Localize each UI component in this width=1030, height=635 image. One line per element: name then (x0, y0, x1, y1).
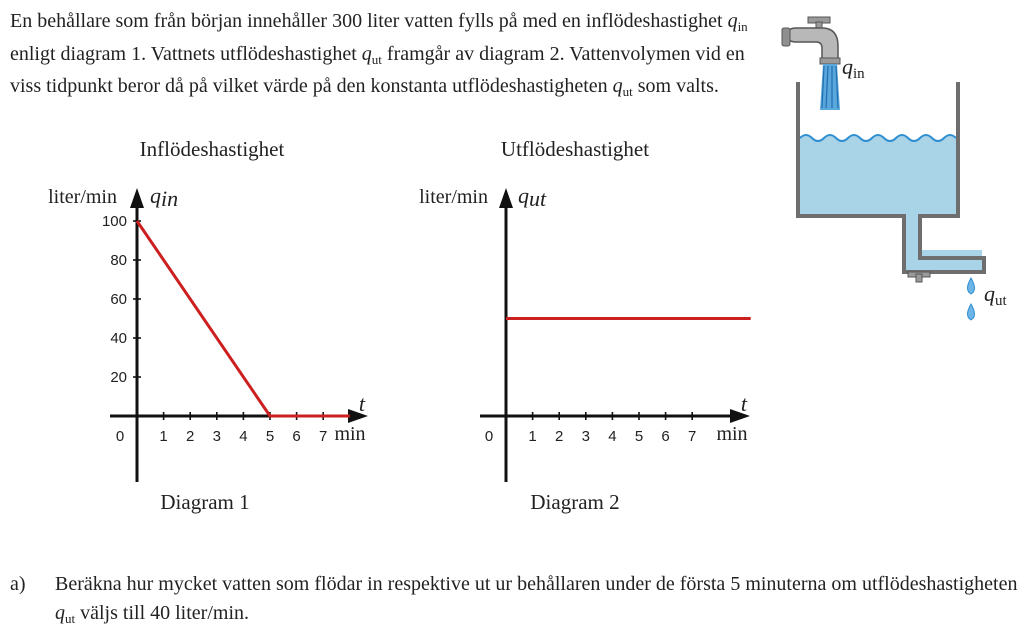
chart2-x-tick-label: 6 (661, 428, 670, 445)
chart1-x-tick-label: 4 (239, 428, 248, 445)
intro-part-4: som valts. (632, 75, 719, 97)
chart1-x-tick-label: 0 (115, 428, 125, 445)
chart2-y-symbol-sub: ut (529, 186, 547, 211)
chart1-x-tick-label: 6 (292, 428, 301, 445)
chart1-y-symbol-base: q (150, 183, 161, 208)
tank-illustration (760, 10, 1025, 330)
chart1-x-tick-label: 1 (159, 428, 168, 445)
faucet-icon (782, 17, 840, 64)
q-ut-symbol: $q_{ut}$ (361, 42, 382, 67)
chart1-title: Inflödeshastighet (139, 137, 285, 161)
chart1-ylabel: liter/min (48, 186, 117, 208)
chart2-x-tick-label: 2 (555, 428, 564, 445)
chart2-x-tick-label: 0 (484, 428, 494, 445)
water-drop-icon (968, 278, 975, 320)
question-text: Beräkna hur mycket vatten som flödar in respektive ut ur behållaren under de första 5 minuterna om utflödeshastigheten $q_{ut}$ väljs till 40 liter/min. (55, 573, 1018, 626)
valve-icon (908, 272, 930, 282)
chart1-y-tick-label: 20 (110, 369, 127, 386)
q-ut-symbol-2: $q_{ut}$ (612, 75, 633, 99)
chart2-ylabel: liter/min (419, 186, 488, 208)
chart2-x-tick-label: 7 (688, 428, 697, 445)
chart2-caption: Diagram 2 (530, 490, 620, 514)
chart1-x-tick-label: 2 (186, 428, 195, 445)
tank-q-ut-label: qut (984, 281, 1007, 309)
chart1-x-unit: min (334, 423, 366, 445)
chart2-y-symbol (518, 183, 547, 211)
chart1-y-tick-label: 60 (110, 291, 127, 308)
question-q-ut-symbol: $q_{ut}$ (55, 602, 76, 626)
chart1-y-tick-label: 80 (110, 252, 127, 269)
chart1-y-axis-arrow (130, 188, 144, 208)
chart1-x-tick-label: 7 (319, 428, 328, 445)
chart1-y-symbol-sub: in (161, 186, 179, 211)
chart1-caption: Diagram 1 (160, 490, 250, 514)
chart2-x-tick-label: 3 (581, 428, 590, 445)
intro-part-1: En behållare som från början innehåller 300 liter vatten fylls på med en inflödeshastighet (10, 10, 728, 32)
chart2-x-tick-label: 1 (528, 428, 537, 445)
question-letter: a) (10, 573, 26, 595)
chart2-x-unit: min (716, 423, 748, 445)
chart1-y-symbol (150, 183, 178, 211)
chart2-x-tick-label: 4 (608, 428, 617, 445)
chart2-title: Utflödeshastighet (500, 137, 650, 161)
intro-part-3: framgår av diagram 2. Vattenvolymen vid en viss tidpunkt beror då på vilket värde på den konstanta utflödeshastigheten (10, 42, 745, 97)
chart2-x-symbol: t (740, 391, 747, 416)
q-in-symbol: $q_{in}$ (727, 10, 748, 34)
tank-water (800, 135, 982, 272)
chart1-y-tick-label: 100 (101, 213, 127, 230)
chart1-x-tick-label: 3 (212, 428, 221, 445)
chart1-x-tick-label: 5 (265, 428, 275, 445)
chart2-y-axis-arrow (499, 188, 513, 208)
water-stream (820, 64, 840, 110)
chart1-x-symbol: t (358, 391, 365, 416)
intro-part-2: enligt diagram 1. Vattnets utflödeshastighet (10, 42, 362, 65)
chart2-y-symbol-base: q (518, 183, 529, 208)
chart2-x-tick-label: 5 (634, 428, 644, 445)
tank-q-in-label: qin (842, 54, 865, 82)
chart1-y-tick-label: 40 (110, 330, 127, 347)
chart1-series-q_in (137, 221, 350, 416)
question-a (10, 570, 1025, 633)
